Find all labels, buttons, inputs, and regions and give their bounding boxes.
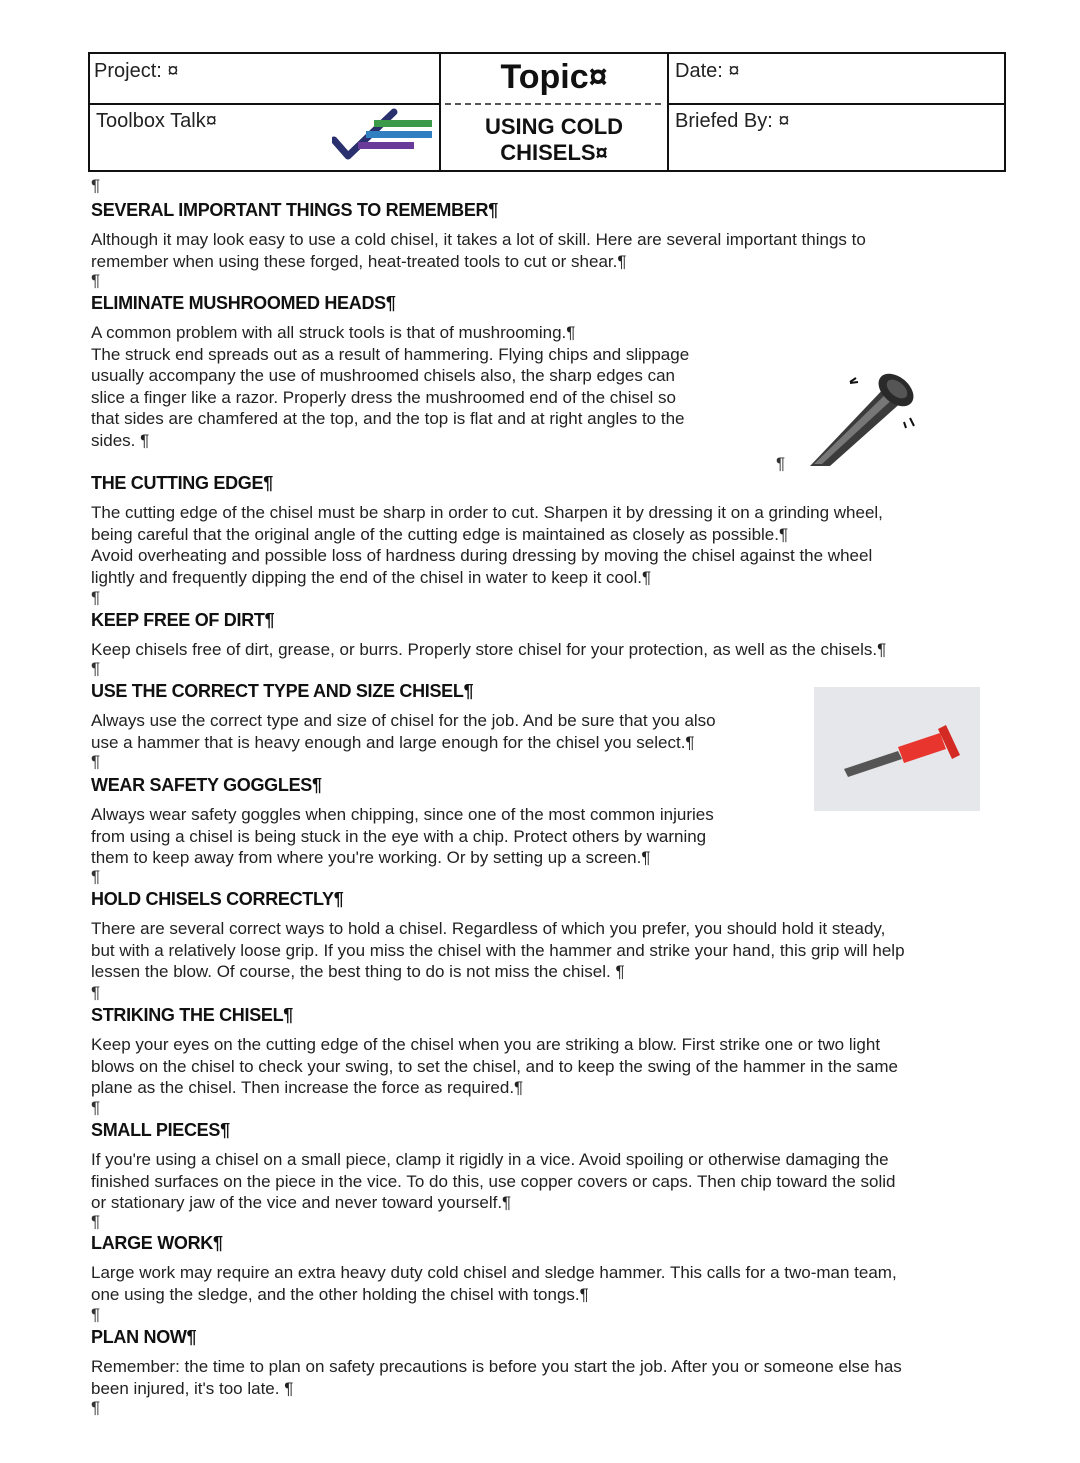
text-line: Keep chisels free of dirt, grease, or burrs. Properly store chisel for your protection, as well as the chisels.¶	[91, 640, 887, 659]
topic-title	[441, 114, 667, 166]
text-line: If you're using a chisel on a small piece, clamp it rigidly in a vice. Avoid spoiling or otherwise damaging the	[91, 1150, 889, 1169]
section-heading: THE CUTTING EDGE¶	[91, 473, 273, 493]
section-body	[91, 1034, 898, 1099]
chip-mark	[904, 418, 914, 428]
paragraph-mark: ¶	[91, 176, 101, 195]
text-line: them to keep away from where you're working. Or by setting up a screen.¶	[91, 848, 651, 867]
text-line: one using the sledge, and the other holding the chisel with tongs.¶	[91, 1284, 589, 1304]
divider	[90, 103, 439, 105]
text-line: that sides are chamfered at the top, and the top is flat and at right angles to the	[91, 409, 685, 428]
text-line: Although it may look easy to use a cold chisel, it takes a lot of skill. Here are several important things to	[91, 230, 866, 249]
chisel-highlight	[814, 390, 896, 464]
mushroomed-chisel-image	[800, 360, 930, 470]
section-body	[91, 710, 716, 753]
paragraph-mark: ¶	[91, 659, 101, 678]
text-line: Large work may require an extra heavy duty cold chisel and sledge hammer. This calls for a two-man team,	[91, 1263, 897, 1282]
text-line: finished surfaces on the piece in the vice. To do this, use copper covers or caps. Then chip toward the solid	[91, 1171, 896, 1191]
topic-label: Topic¤	[500, 58, 608, 96]
text-line: or stationary jaw of the vice and never toward yourself.¶	[91, 1193, 512, 1212]
section-heading: KEEP FREE OF DIRT¶	[91, 610, 275, 630]
paragraph-mark: ¶	[91, 271, 101, 290]
checkmark-logo-icon	[332, 106, 436, 164]
section-body	[91, 1356, 902, 1399]
section-body	[91, 322, 689, 451]
section-heading: HOLD CHISELS CORRECTLY¶	[91, 889, 344, 909]
project-label: Project: ¤	[94, 60, 179, 82]
text-line: The cutting edge of the chisel must be sharp in order to cut. Sharpen it by dressing it on a grinding wheel,	[91, 503, 883, 522]
section-heading: PLAN NOW¶	[91, 1327, 197, 1347]
text-line: Keep your eyes on the cutting edge of the chisel when you are striking a blow. First strike one or two light	[91, 1035, 881, 1054]
section-body	[91, 229, 866, 272]
text-line: A common problem with all struck tools is that of mushrooming.¶	[91, 323, 576, 342]
paragraph-mark: ¶	[91, 588, 101, 607]
paragraph-mark: ¶	[91, 1098, 101, 1117]
paragraph-mark: ¶	[776, 454, 786, 473]
divider	[667, 103, 1004, 105]
paragraph-mark: ¶	[91, 1212, 101, 1231]
logo-bar-purple	[358, 142, 414, 149]
toolbox-talk-label: Toolbox Talk¤	[96, 110, 217, 132]
text-line: use a hammer that is heavy enough and large enough for the chisel you select.¶	[91, 732, 695, 752]
divider	[667, 54, 669, 170]
text-line: Always use the correct type and size of chisel for the job. And be sure that you also	[91, 711, 716, 730]
text-line: Remember: the time to plan on safety precautions is before you start the job. After you or someone else has	[91, 1357, 902, 1376]
text-line: Always wear safety goggles when chipping, since one of the most common injuries	[91, 805, 714, 824]
paragraph-mark: ¶	[91, 752, 101, 771]
section-heading: SEVERAL IMPORTANT THINGS TO REMEMBER¶	[91, 200, 498, 220]
text-line: lightly and frequently dipping the end of the chisel in water to keep it cool.¶	[91, 567, 652, 587]
logo-bar-green	[374, 120, 432, 127]
section-body	[91, 1262, 897, 1305]
divider	[445, 103, 661, 105]
text-line: There are several correct ways to hold a chisel. Regardless of which you prefer, you should hold it steady,	[91, 919, 886, 938]
text-line: lessen the blow. Of course, the best thing to do is not miss the chisel. ¶	[91, 962, 625, 981]
paragraph-mark: ¶	[91, 1305, 101, 1324]
text-line: but with a relatively loose grip. If you miss the chisel with the hammer and strike your hand, this grip will help	[91, 940, 905, 960]
paragraph-mark: ¶	[91, 983, 101, 1002]
briefed-by-label: Briefed By: ¤	[675, 110, 790, 132]
header-table	[88, 52, 1006, 172]
paragraph-mark: ¶	[91, 1398, 101, 1417]
section-body	[91, 804, 714, 869]
section-heading: STRIKING THE CHISEL¶	[91, 1005, 294, 1025]
text-line: been injured, it's too late. ¶	[91, 1378, 294, 1398]
date-label: Date: ¤	[675, 60, 740, 82]
text-line: slice a finger like a razor. Properly dress the mushroomed end of the chisel so	[91, 387, 676, 407]
section-body	[91, 918, 905, 983]
text-line: sides. ¶	[91, 430, 150, 450]
cold-chisel-image	[814, 687, 980, 811]
text-line: from using a chisel is being stuck in the eye with a chip. Protect others by warning	[91, 826, 707, 846]
text-line: remember when using these forged, heat-treated tools to cut or shear.¶	[91, 251, 627, 271]
section-heading: SMALL PIECES¶	[91, 1120, 230, 1140]
section-body	[91, 502, 883, 588]
text-line: plane as the chisel. Then increase the force as required.¶	[91, 1078, 524, 1097]
section-heading: ELIMINATE MUSHROOMED HEADS¶	[91, 293, 396, 313]
section-heading: WEAR SAFETY GOGGLES¶	[91, 775, 322, 795]
section-body	[91, 1149, 896, 1214]
topic-title-line: USING COLD	[484, 114, 624, 139]
text-line: The struck end spreads out as a result of hammering. Flying chips and slippage	[91, 344, 690, 364]
chip-mark	[850, 378, 858, 383]
text-line: being careful that the original angle of the cutting edge is maintained as closely as possible.¶	[91, 524, 789, 544]
paragraph-mark: ¶	[91, 867, 101, 886]
section-heading: USE THE CORRECT TYPE AND SIZE CHISEL¶	[91, 681, 474, 701]
text-line: Avoid overheating and possible loss of hardness during dressing by moving the chisel against the wheel	[91, 546, 873, 565]
topic-title-line: CHISELS¤	[500, 140, 608, 165]
logo-bar-blue	[366, 131, 432, 138]
text-line: usually accompany the use of mushroomed chisels also, the sharp edges can	[91, 366, 675, 385]
text-line: blows on the chisel to check your swing, to set the chisel, and to keep the swing of the hammer in the same	[91, 1056, 898, 1076]
section-body	[91, 639, 886, 661]
section-heading: LARGE WORK¶	[91, 1233, 223, 1253]
